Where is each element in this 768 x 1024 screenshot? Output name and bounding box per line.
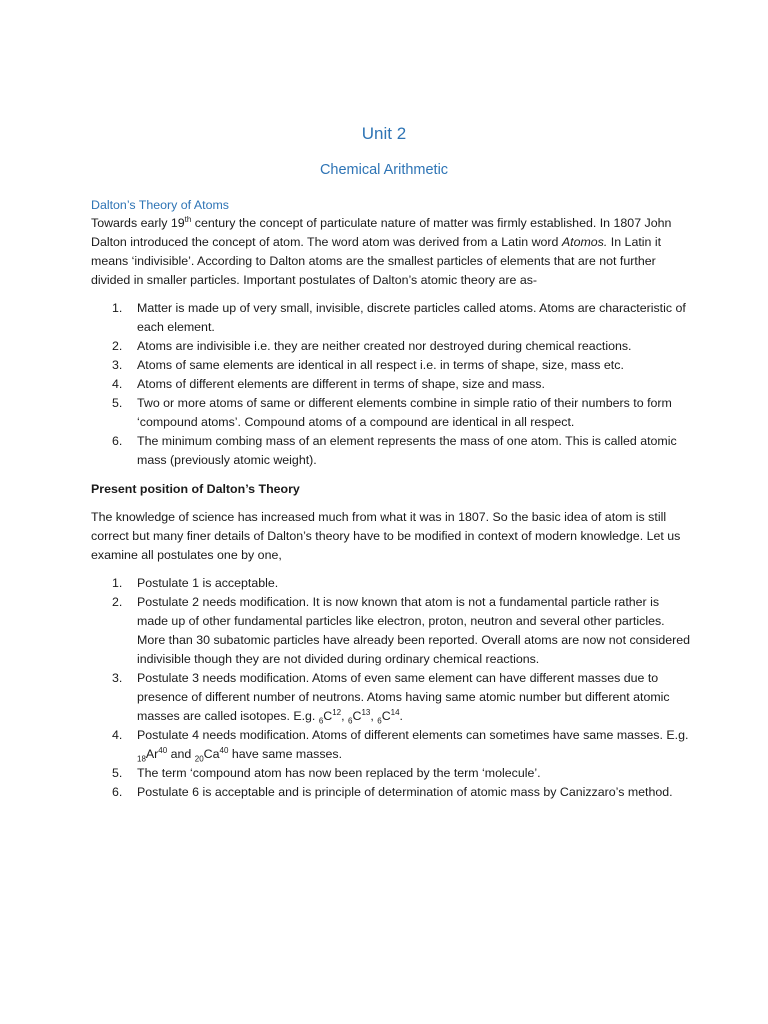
list-number: 3.	[112, 671, 123, 685]
latin-word: Atomos.	[561, 235, 608, 249]
list-text: Atoms of same elements are identical in all respect i.e. in terms of shape, size, mass etc.	[137, 358, 624, 372]
list-text: Postulate 1 is acceptable.	[137, 576, 279, 590]
atomic-number-subscript: 18	[137, 754, 146, 764]
list-number: 6.	[112, 434, 123, 448]
list-text: The term ‘compound atom has now been replaced by the term ‘molecule’.	[137, 766, 541, 780]
chapter-title: Chemical Arithmetic	[319, 162, 449, 178]
list-text: Matter is made up of very small, invisible, discrete particles called atoms. Atoms are characteristic of each element.	[137, 301, 686, 334]
isotope-element: C	[352, 709, 362, 723]
list-item	[91, 356, 691, 375]
modifications-list	[91, 574, 691, 802]
atomic-number-subscript: 20	[194, 754, 204, 764]
list-number: 6.	[112, 785, 123, 799]
list-item	[91, 394, 691, 432]
list-item	[91, 299, 691, 337]
list-number: 2.	[112, 339, 123, 353]
list-text: Postulate 4 needs modification. Atoms of different elements can sometimes have same masses. E.g.	[137, 728, 689, 742]
list-number: 4.	[112, 728, 123, 742]
list-item	[91, 764, 691, 783]
list-item	[91, 669, 691, 726]
list-number: 5.	[112, 396, 123, 410]
list-text: Two or more atoms of same or different elements combine in simple ratio of their numbers to form ‘compound atoms’. Compound atoms of a compound are identical in all respect.	[137, 396, 672, 429]
list-item	[91, 574, 691, 593]
list-item	[91, 783, 691, 802]
list-text: Postulate 3 needs modification. Atoms of even same element can have different masses due to presence of different number of neutrons. Atoms having same atomic number but different atomic masses are called isotopes. E.g.	[137, 671, 670, 723]
intro-text-c: In Latin it means ‘indivisible’. According to Dalton atoms are the smallest particles of elements that are not further divided in smaller particles. Important postulates of Dalton’s atomic theory are as-	[91, 235, 662, 287]
list-item	[91, 593, 691, 669]
list-text: Atoms are indivisible i.e. they are neither created nor destroyed during chemical reactions.	[137, 339, 632, 353]
list-number: 1.	[112, 301, 123, 315]
intro-paragraph	[91, 214, 691, 290]
isotope-element: C	[323, 709, 333, 723]
list-number: 3.	[112, 358, 123, 372]
isotope-separator: ,	[370, 709, 378, 723]
isotope-separator: ,	[341, 709, 349, 723]
list-text: Postulate 2 needs modification. It is now known that atom is not a fundamental particle rather is made up of other fundamental particles like electron, proton, neutron and several other particles. More than 30 subatomic particles have already been reported. Overall atoms are now not considered indivisible though they are not divided during ordinary chemical reactions.	[137, 595, 691, 666]
intro-text-a: Towards early 19	[91, 216, 185, 230]
list-number: 1.	[112, 576, 123, 590]
postulates-list	[91, 299, 691, 470]
list-item	[91, 726, 691, 764]
list-text: Atoms of different elements are different in terms of shape, size and mass.	[137, 377, 545, 391]
isotope-subscript: 6	[377, 716, 382, 726]
list-text: Postulate 6 is acceptable and is principle of determination of atomic mass by Canizzaro’s method.	[137, 785, 673, 799]
isotope-separator: .	[399, 709, 403, 723]
example-end: have same masses.	[228, 747, 343, 761]
isotope-superscript: 13	[361, 707, 371, 717]
list-number: 5.	[112, 766, 123, 780]
isotope-superscript: 12	[332, 707, 342, 717]
section-heading-daltons-theory: Dalton’s Theory of Atoms	[91, 198, 229, 212]
mass-number-superscript: 40	[219, 745, 229, 755]
list-item	[91, 337, 691, 356]
unit-title: Unit 2	[361, 124, 407, 143]
isotope-subscript: 6	[318, 716, 324, 726]
isotope-subscript: 6	[348, 716, 353, 726]
isotope-superscript: 14	[390, 707, 400, 717]
list-number: 4.	[112, 377, 123, 391]
intro-text-b: century the concept of particulate nature of matter was firmly established. In 1807 John Dalton introduced the concept of atom. The word atom was derived from a Latin word	[91, 216, 672, 249]
element-symbol: Ca	[203, 747, 220, 761]
present-position-paragraph: The knowledge of science has increased much from what it was in 1807. So the basic idea of atom is still correct but many finer details of Dalton’s theory have to be modified in context of modern knowledge. Let us examine all postulates one by one,	[91, 510, 681, 562]
isotope-element: C	[381, 709, 391, 723]
list-text: The minimum combing mass of an element represents the mass of one atom. This is called atomic mass (previously atomic weight).	[137, 434, 677, 467]
list-number: 2.	[112, 595, 123, 609]
mass-number-superscript: 40	[158, 745, 168, 755]
element-symbol: Ar	[145, 747, 159, 761]
section-heading-present-position: Present position of Dalton’s Theory	[91, 482, 300, 496]
list-item	[91, 432, 691, 470]
list-item	[91, 375, 691, 394]
intro-superscript: th	[184, 214, 192, 224]
example-connector: and	[167, 747, 195, 761]
